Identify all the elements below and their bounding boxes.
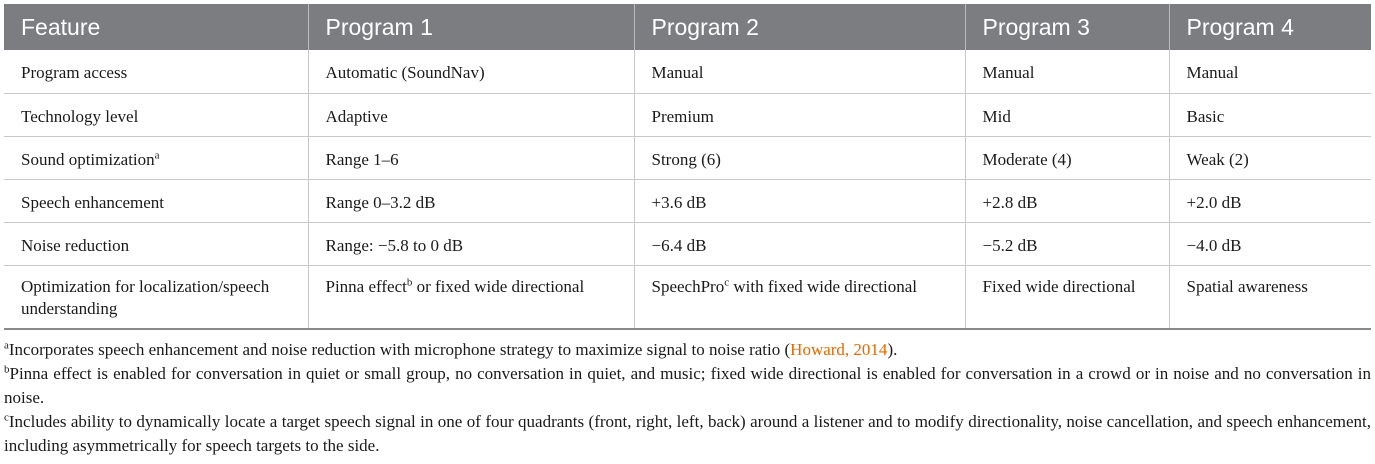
comparison-table-container [4, 4, 1371, 330]
footnote-b [4, 362, 1371, 410]
footnote-c [4, 410, 1371, 458]
cell-program-2 [634, 265, 965, 329]
cell-program-2: +3.6 dB [634, 179, 965, 222]
cell-program-4: Manual [1169, 50, 1371, 93]
footnote-c-text: Includes ability to dynamically locate a target speech signal in one of four quadrants (front, right, left, back) around a listener and to modify directionality, noise cancellation, and speech enhancement, including asymmetrically for speech targets to the side. [4, 412, 1371, 455]
cell-program-3: Mid [965, 93, 1169, 136]
table-row [4, 265, 1371, 329]
footnote-b-text: Pinna effect is enabled for conversation in quiet or small group, no conversation in quiet, and music; fixed wide directional is enabled for conversation in a crowd or in noise and no conversation in noise. [4, 364, 1371, 407]
cell-program-1: Adaptive [308, 93, 634, 136]
cell-feature [4, 136, 308, 179]
header-program-3: Program 3 [965, 4, 1169, 50]
table-footnotes [4, 338, 1371, 458]
cell-program-1: Range 0–3.2 dB [308, 179, 634, 222]
footnote-a [4, 338, 1371, 362]
cell-program-3: Manual [965, 50, 1169, 93]
footnote-marker: c [724, 275, 730, 288]
footnote-c-marker: c [4, 411, 9, 424]
cell-feature: Speech enhancement [4, 179, 308, 222]
table-row [4, 50, 1371, 93]
header-program-1: Program 1 [308, 4, 634, 50]
program-comparison-table [4, 4, 1371, 330]
cell-feature: Optimization for localization/speech understanding [4, 265, 308, 329]
cell-program-3: −5.2 dB [965, 222, 1169, 265]
cell-program-3: Moderate (4) [965, 136, 1169, 179]
cell-program-4: +2.0 dB [1169, 179, 1371, 222]
cell-feature: Program access [4, 50, 308, 93]
footnote-marker: b [406, 275, 413, 288]
table-row [4, 222, 1371, 265]
cell-program-1 [308, 265, 634, 329]
footnote-a-marker: a [4, 339, 9, 352]
cell-program-2: −6.4 dB [634, 222, 965, 265]
cell-feature-text: Sound optimization [21, 149, 155, 169]
cell-text-continued: or fixed wide directional [412, 276, 585, 296]
cell-program-4: Basic [1169, 93, 1371, 136]
cell-program-4: −4.0 dB [1169, 222, 1371, 265]
footnote-marker: a [154, 148, 160, 161]
cell-feature: Noise reduction [4, 222, 308, 265]
header-program-2: Program 2 [634, 4, 965, 50]
citation-link[interactable]: Howard, 2014 [790, 340, 888, 359]
header-program-4: Program 4 [1169, 4, 1371, 50]
cell-program-1: Automatic (SoundNav) [308, 50, 634, 93]
table-row [4, 179, 1371, 222]
cell-program-4: Weak (2) [1169, 136, 1371, 179]
cell-feature: Technology level [4, 93, 308, 136]
table-header-row [4, 4, 1371, 50]
cell-program-4: Spatial awareness [1169, 265, 1371, 329]
cell-program-2: Manual [634, 50, 965, 93]
footnote-a-text: Incorporates speech enhancement and noise reduction with microphone strategy to maximize signal to noise ratio ( [8, 340, 791, 359]
footnote-b-marker: b [4, 363, 10, 376]
cell-program-2: Premium [634, 93, 965, 136]
cell-program-1: Range 1–6 [308, 136, 634, 179]
cell-text: SpeechPro [651, 276, 725, 296]
cell-program-3: +2.8 dB [965, 179, 1169, 222]
cell-program-1: Range: −5.8 to 0 dB [308, 222, 634, 265]
header-feature: Feature [4, 4, 308, 50]
cell-text-continued: with fixed wide directional [729, 276, 917, 296]
table-row [4, 136, 1371, 179]
cell-program-2: Strong (6) [634, 136, 965, 179]
cell-program-3: Fixed wide directional [965, 265, 1169, 329]
table-row [4, 93, 1371, 136]
footnote-a-end: ). [887, 340, 898, 359]
cell-text: Pinna effect [325, 276, 407, 296]
